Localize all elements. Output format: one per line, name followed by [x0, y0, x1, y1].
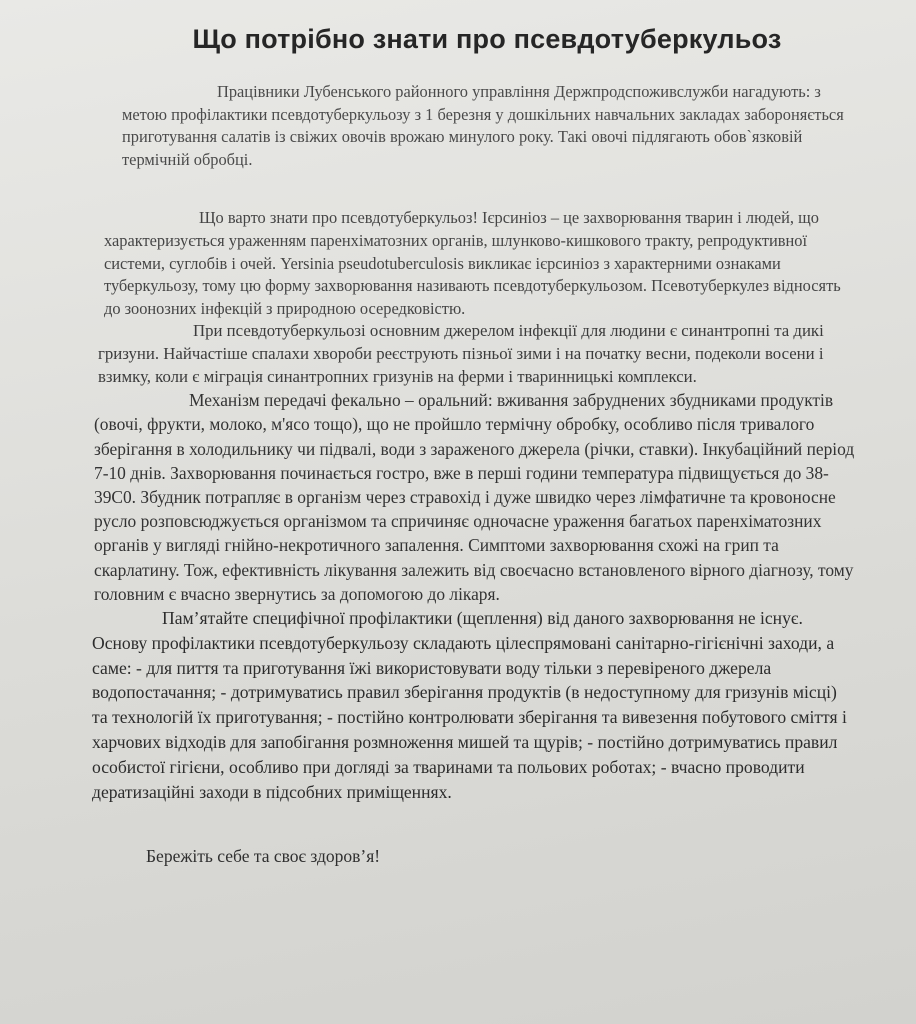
paragraph-transmission: Механізм передачі фекально – оральний: вживання забруднених збудниками продуктів (овочі, фрукти, молоко, м'ясо тощо), що не пройшло термічну обробку, особливо після тривалого зберігання в холодильнику чи підвалі, води з зараженого джерела (річки, ставки). Інкубаційний період 7-10 днів. Захворювання починається гостро, вже в перші години температура підвищується до 38-39С0. Збудник потрапляє в організм через стравохід і дуже швидко через лімфатичне та кровоносне русло розповсюджується організмом та спричиняє одночасне ураження багатьох паренхіматозних органів у вигляді гнійно-некротичного запалення. Симптоми захворювання схожі на грип та скарлатину. Тож, ефективність лікування залежить від своєчасно встановленого вірного діагнозу, тому головним є вчасно звернутись за допомогою до лікаря. — [94, 390, 855, 604]
paragraph-prevention: Пам’ятайте специфічної профілактики (щеплення) від даного захворювання не існує. Основу профілактики псевдотуберкульозу складають цілеспрямовані санітарно-гігієнічні заходи, а саме: - для пиття та приготування їжі використовувати воду тільки з перевіреного джерела водопостачання; - дотримуватись правил зберігання продуктів (в недоступному для гризунів місці) та технологій їх приготування; - постійно контролювати зберігання та вивезення побутового сміття і харчових відходів для запобігання розмноження мишей та щурів; - постійно дотримуватись правил особистої гігієни, особливо при догляді за тваринами та польових роботах; - вчасно проводити дератизаційні заходи в підсобних приміщеннях. — [92, 607, 847, 802]
document-title: Що потрібно знати про псевдотуберкульоз — [192, 24, 782, 54]
intro-paragraph: Працівники Лубенського районного управління Держпродспоживслужби нагадують: з метою профілактики псевдотуберкульозу з 1 березня у дошкільних навчальних закладах забороняється приготування салатів із свіжих овочів врожаю минулого року. Такі овочі підлягають обов`язковій термічній обробці. — [122, 82, 844, 169]
paragraph-infection-source: При псевдотуберкульозі основним джерелом інфекції для людини є синантропні та дикі гризуни. Найчастіше спалахи хвороби реєструють пізньої зими і на початку весни, подеколи восени і взимку, коли є міграція синантропних гризунів на ферми і тваринницькі комплекси. — [98, 321, 824, 386]
paragraph-about-disease: Що варто знати про псевдотуберкульоз! Ієрсиніоз – це захворювання тварин і людей, що характеризується ураженням паренхіматозних органів, шлунково-кишкового тракту, репродуктивної системи, суглобів і очей. Yersinia pseudotuberculosis викликає ієрсиніоз з характерними ознаками туберкульозу, тому цю форму захворювання називають псевдотуберкульозом. Псевотуберкулез відносять до зоонозних інфекцій з природною осередковістю. — [104, 208, 841, 318]
closing-line: Бережіть себе та своє здоров’я! — [146, 846, 381, 867]
